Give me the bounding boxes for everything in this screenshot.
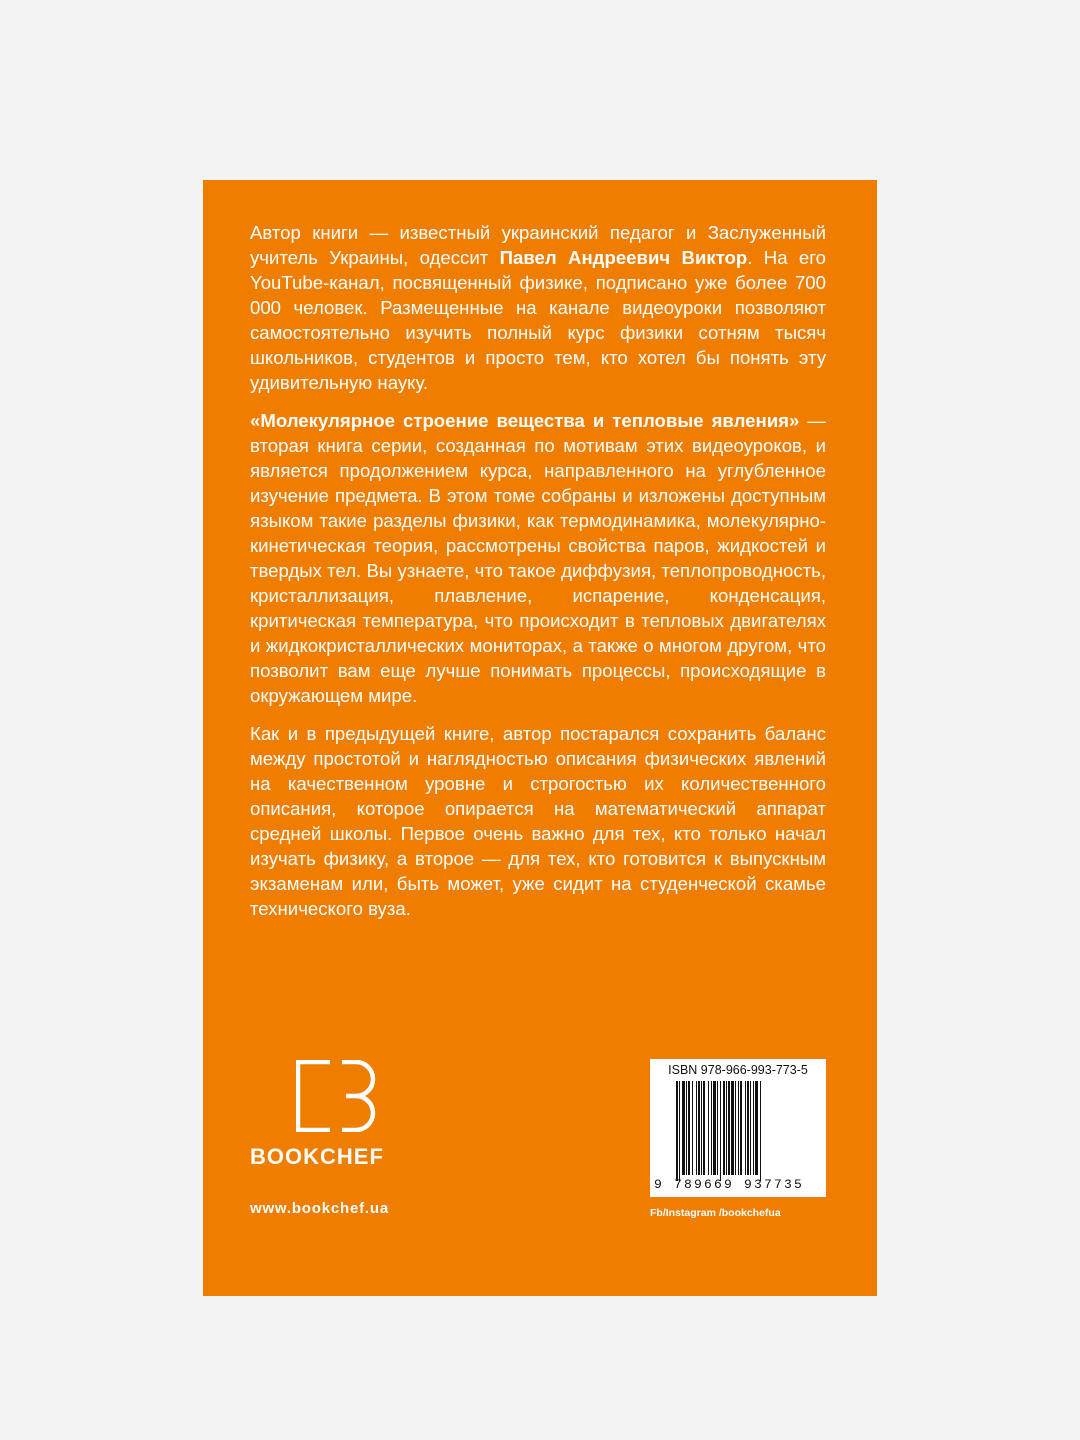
publisher-website: www.bookchef.ua <box>250 1200 389 1217</box>
paragraph-balance <box>250 721 826 921</box>
book-back-cover <box>203 180 877 1296</box>
social-handle: Fb/Instagram /bookchefua <box>650 1207 781 1219</box>
paragraph-author <box>250 220 826 395</box>
barcode-digits: 9 789669 937735 <box>654 1177 805 1192</box>
barcode-icon <box>676 1081 806 1181</box>
author-name: Павел Андреевич Виктор <box>499 247 748 268</box>
paragraph-book <box>250 408 826 708</box>
balance-text: Как и в предыдущей книге, автор постарался сохранить баланс между простотой и наглядностью описания физических явлений на качественном уровне и строгостью их количественного описания, которое опирается на математический аппарат средней школы. Первое очень важно для тех, кто только начал изучать физику, а второе — для тех, кто готовится к выпускным экзаменам или, быть может, уже сидит на студенческой скамье технического вуза. <box>250 723 826 919</box>
author-details: . На его YouTube-канал, посвященный физике, подписано уже более 700 000 человек. Размещенные на канале видеоуроки позволяют самостоятельно изучить полный курс физики сотням тысяч школьников, студентов и просто тем, кто хотел бы понять эту удивительную науку. <box>250 247 826 393</box>
book-title: «Молекулярное строение вещества и тепловые явления» <box>250 410 800 431</box>
description-text <box>250 220 826 934</box>
publisher-name: BOOKCHEF <box>250 1144 384 1169</box>
book-description: — вторая книга серии, созданная по мотивам этих видеоуроков, и является продолжением курса, направленного на углубленное изучение предмета. В этом томе собраны и изложены доступным языком такие разделы физики, как термодинамика, молекулярно-кинетическая теория, рассмотрены свойства паров, жидкостей и твердых тел. Вы узнаете, что такое диффузия, теплопроводность, кристаллизация, плавление, испарение, конденсация, критическая температура, что происходит в тепловых двигателях и жидкокристаллических мониторах, а также о многом другом, что позволит вам еще лучше понимать процессы, происходящие в окружающем мире. <box>250 410 826 706</box>
isbn-barcode-block <box>650 1059 826 1197</box>
author-intro: Автор книги — известный украинский педагог и Заслуженный учитель Украины, одессит <box>250 222 826 268</box>
isbn-number: ISBN 978-966-993-773-5 <box>668 1063 808 1077</box>
